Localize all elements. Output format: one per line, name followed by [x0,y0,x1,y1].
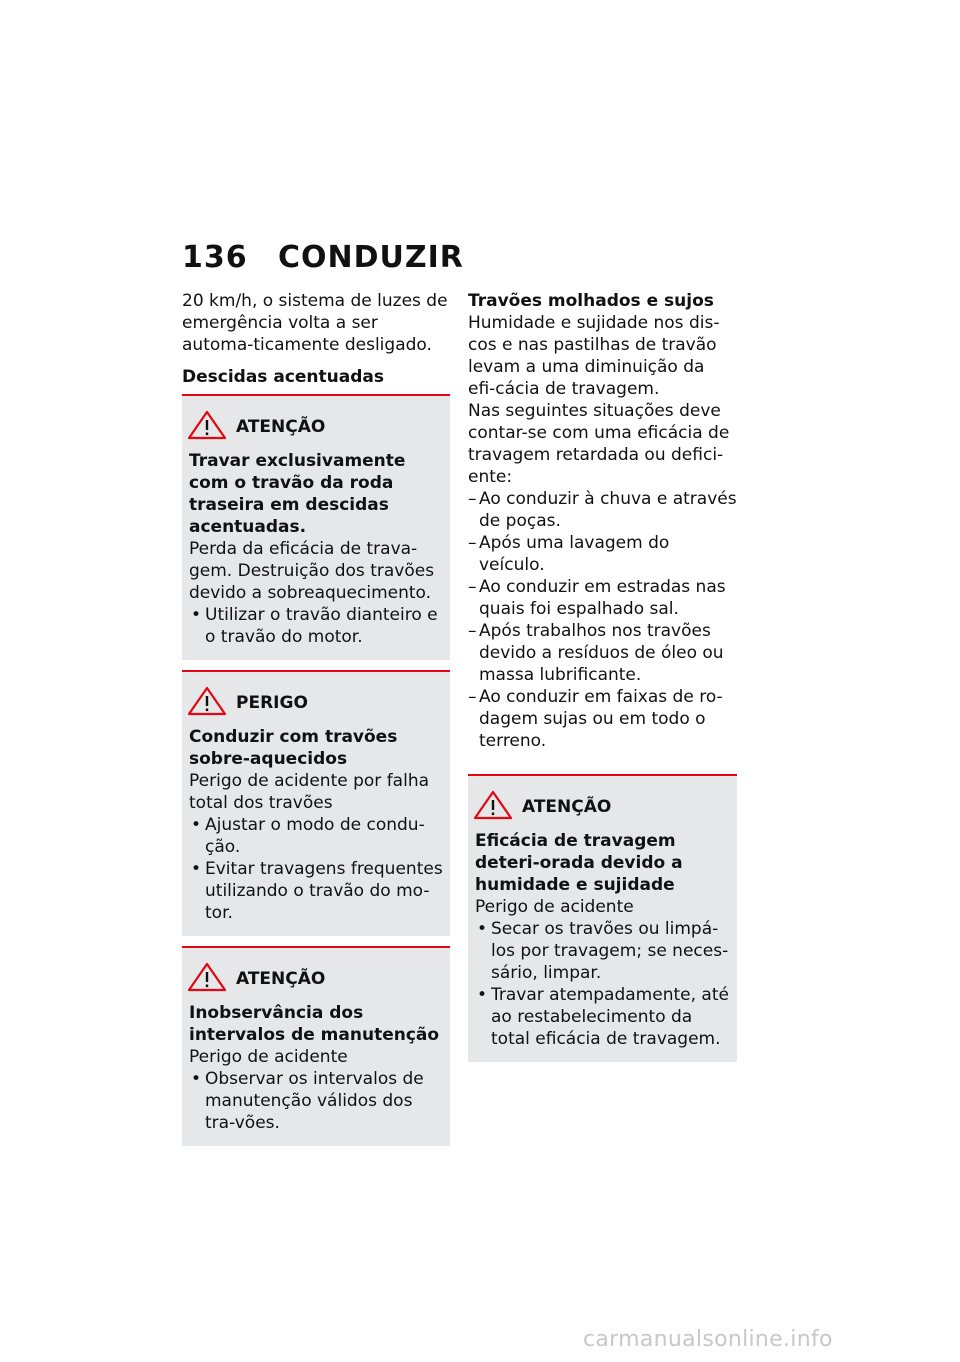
notice-subtitle: Inobservância dos intervalos de manutenção [189,1003,440,1045]
paragraph: Nas seguintes situações deve contar-se com uma eficácia de travagem retardada ou defici-ente: [468,401,730,487]
list-item: • Observar os intervalos de manutenção válidos dos tra-vões. [189,1068,443,1134]
notice-bullet-list [189,604,443,648]
notice-description: Perda da eficácia de trava-gem. Destruição dos travões devido a sobreaquecimento. [189,539,435,603]
notice-header [189,962,443,992]
notice-box-danger [182,670,450,936]
list-item: • Ajustar o modo de condu-ção. [189,814,443,858]
warning-triangle-icon [187,962,227,992]
page-number: 136 [182,240,248,275]
page-header [182,240,464,275]
warning-triangle-icon [187,410,227,440]
notice-description: Perigo de acidente por falha total dos travões [189,771,430,813]
warning-triangle-icon [473,790,513,820]
list-item: – Ao conduzir em faixas de ro-dagem sujas ou em todo o terreno. [468,686,737,752]
left-column [182,290,450,1146]
list-item: • Travar atempadamente, até ao restabelecimento da total eficácia de travagem. [475,984,730,1050]
notice-header [475,790,730,820]
situation-list [468,488,737,752]
notice-label: ATENÇÃO [522,797,612,817]
section-title-wet-brakes: Travões molhados e sujos [468,291,714,311]
notice-description: Perigo de acidente [475,897,634,917]
paragraph: Humidade e sujidade nos dis-cos e nas pastilhas de travão levam a uma diminuição da efi-cácia de travagem. [468,313,720,399]
right-column [468,290,737,1062]
notice-bullet-list [189,1068,443,1134]
section-title-descents: Descidas acentuadas [182,367,384,387]
list-item: • Evitar travagens frequentes utilizando o travão do mo-tor. [189,858,443,924]
notice-header [189,686,443,716]
list-item: – Ao conduzir em estradas nas quais foi espalhado sal. [468,576,737,620]
watermark: carmanualsonline.info [583,1327,833,1352]
notice-subtitle: Conduzir com travões sobre-aquecidos [189,727,398,769]
notice-label: ATENÇÃO [236,969,326,989]
notice-subtitle: Travar exclusivamente com o travão da roda traseira em descidas acentuadas. [189,451,406,537]
notice-box-attention-3 [468,774,737,1062]
list-item: • Secar os travões ou limpá-los por travagem; se neces-sário, limpar. [475,918,730,984]
notice-label: PERIGO [236,693,308,713]
notice-description: Perigo de acidente [189,1047,348,1067]
list-item: – Após uma lavagem do veículo. [468,532,737,576]
notice-subtitle: Eficácia de travagem deteri-orada devido a humidade e sujidade [475,831,683,895]
notice-bullet-list [475,918,730,1050]
notice-bullet-list [189,814,443,924]
list-item: – Ao conduzir à chuva e através de poças. [468,488,737,532]
intro-text: 20 km/h, o sistema de luzes de emergência volta a ser automa-ticamente desligado. [182,291,448,355]
warning-triangle-icon [187,686,227,716]
list-item: • Utilizar o travão dianteiro e o travão do motor. [189,604,443,648]
notice-box-attention-1 [182,394,450,660]
list-item: – Após trabalhos nos travões devido a resíduos de óleo ou massa lubrificante. [468,620,737,686]
chapter-title: CONDUZIR [278,240,464,275]
notice-box-attention-2 [182,946,450,1146]
notice-header [189,410,443,440]
notice-label: ATENÇÃO [236,417,326,437]
